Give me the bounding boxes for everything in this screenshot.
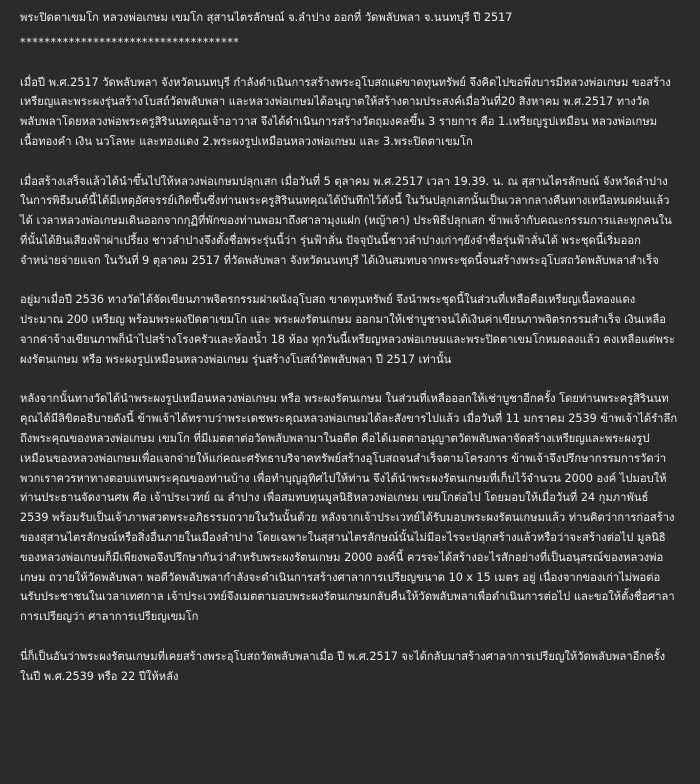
paragraph-4: หลังจากนั้นทางวัดได้นำพระผงรูปเหมือนหลวงพ่อเกษม หรือ พระผงรัตนเกษม ในส่วนที่เหลือออกให้เช่าบูชาอีกครั้ง โดยท่านพระครูสิรินนทคุณได้มีลิขิตอธิบายดังนี้ ข้าพเจ้าได้ทราบว่าพระเดชพระคุณหลวงพ่อเกษมได้ละสังขารไปแล้ว เมื่อวันที่ 11 มกราคม 2539 ข้าพเจ้าได้รำลึกถึงพระคุณของหลวงพ่อเกษม เขมโก ที่มีเมตตาต่อวัดพลับพลามาในอดีต คือได้เมตตาอนุญาตวัดพลับพลาจัดสร้างเหรียญและพระผงรูปเหมือนของหลวงพ่อเกษมเพื่อแจกจ่ายให้แก่คณะศรัทธาบริจาคทรัพย์สร้างอุโบสถจนสำเร็จตามโครงการ ข้าพเจ้าจึงปรึกษากรรมการวัดว่าพวกเราควรหาทางตอบแทนพระคุณของท่านบ้าง เพื่อทำบุญอุทิศไปให้ท่าน จึงได้นำพระผงรัตนเกษมที่เก็บไว้จำนวน 2000 องค์ ไปมอบให้ท่านประธานจัดงานศพ คือ เจ้าประเวทย์ ณ ลำปาง เพื่อสมทบทุนมูลนิธิหลวงพ่อเกษม เขมโกต่อไป โดยมอบให้เมื่อวันที่ 24 กุมภาพันธ์ 2539 พร้อมรับเป็นเจ้าภาพสวดพระอภิธรรมถวายในวันนั้นด้วย หลังจากเจ้าประเวทย์ได้รับมอบพระผงรัตนเกษมแล้ว ท่านคิดว่าการก่อสร้างของสุสานไตรลักษณ์หรือสิ่งอื่นภายในเมืองลำปาง โดยเฉพาะในสุสานไตรลักษณ์นั้นไม่มีอะไรจะปลุกสร้างแล้วหรือว่าจะสร้างต่อไป มูลนิธิของหลวงพ่อเกษมก็มีเพียงพอจึงปรึกษากันว่าสำหรับพระผงรัตนเกษม 2000 องค์นี้ ควรจะได้สร้างอะไรสักอย่างที่เป็นอนุสรณ์ของหลวงพ่อเกษม ถวายให้วัดพลับพลา พอดีวัดพลับพลากำลังจะดำเนินการสร้างศาลาการเปรียญขนาด 10 x 15 เมตร อยู่ เนื่องจากของเก่าไม่พอต่อนรับประชาชนในเวลาเทศกาล เจ้าประเวทย์จึงเมตตามอบพระผงรัตนเกษมกลับคืนให้วัดพลับพลาเพื่อดำเนินการต่อไป และขอให้ตั้งชื่อศาลาการเปรียญว่า ศาลาการเปรียญเขมโก — [20, 392, 678, 624]
paragraph-2: เมื่อสร้างเสร็จแล้วได้นำขึ้นไปให้หลวงพ่อเกษมปลุกเสก เมื่อวันที่ 5 ตุลาคม พ.ศ.2517 เวลา 19.39. น. ณ สุสานไตรลักษณ์ จังหวัดลำปาง ในการพิธีมนต์นี้ได้มีเหตุอัศจรรย์เกิดขึ้นซึ่งท่านพระครูสิรินนทคุณได้บันทึกไว้ดังนี้ ในวันปลุกเสกนั้นเป็นเวลากลางคืนทางเหนือหมดฝนแล้วได้ เวลาหลวงพ่อเกษมเดินออกจากกุฏิที่พักของท่านพอมาถึงศาลามุงแฝก (หญ้าคา) ประพิธีปลุกเสก ข้าพเจ้ากับคณะกรรมการและทุกคนในที่นั้นได้ยินเสียงฟ้าผ่าเปรี้ยง ชาวลำปางจึงตั้งชื่อพระรุ่นนี้ว่า รุ่นฟ้าลั่น ปัจจุบันนี้ชาวลำปางเก่าๆยังจำชื่อรุ่นฟ้าลั่นได้ พระชุดนี้เริ่มออกจำหน่ายจ่ายแจก ในวันที่ 9 ตุลาคม 2517 ที่วัดพลับพลา จังหวัดนนทบุรี ได้เงินสมทบจากพระชุดนี้จนสร้างพระอุโบสถวัดพลับพลาสำเร็จ — [20, 174, 672, 267]
paragraph-3: อยู่มาเมื่อปี 2536 ทางวัดได้จัดเขียนภาพจิตรกรรมฝาผนังอุโบสถ ขาดทุนทรัพย์ จึงนำพระชุดนี้ในส่วนที่เหลือคือเหรียญเนื้อทองแดงประมาณ 200 เหรียญ พร้อมพระผงปิดตาเขมโก และ พระผงรัตนเกษม ออกมาให้เช่าบูชาจนได้เงินค่าเขียนภาพจิตรกรรมสำเร็จ เงินเหลือจากค่าจ้างเขียนภาพก็นำไปสร้างโรงครัวและห้องน้ำ 18 ห้อง ทุกวันนี้เหรียญหลวงพ่อเกษมและพระปิดตาเขมโกหมดลงแล้ว คงเหลือแต่พระผงรัตนเกษม หรือ พระผงรูปเหมือนหลวงพ่อเกษม รุ่นสร้างโบสถ์วัดพลับพลา ปี 2517 เท่านั้น — [20, 293, 675, 366]
paragraph-5: นี่ก็เป็นอันว่าพระผงรัตนเกษมที่เคยสร้างพระอุโบสถวัดพลับพลาเมื่อ ปี พ.ศ.2517 จะได้กลับมาสร้างศาลาการเปรียญให้วัดพลับพลาอีกครั้งในปี พ.ศ.2539 หรือ 22 ปีให้หลัง — [20, 649, 666, 683]
asterisk-divider: ************************************ — [20, 35, 240, 49]
paragraph-1: เมื่อปี พ.ศ.2517 วัดพลับพลา จังหวัดนนทบุรี กำลังดำเนินการสร้างพระอุโบสถแต่ขาดทุนทรัพย์ จึงคิดไปขอพึ่งบารมีหลวงพ่อเกษม ขอสร้างเหรียญและพระผงรุ่นสร้างโบสถ์วัดพลับพลา และหลวงพ่อเกษมได้อนุญาตให้สร้างตามประสงค์เมื่อวันที่20 สิงหาคม พ.ศ.2517 ทางวัดพลับพลาโดยหลวงพ่อพระครูสิรินนทคุณเจ้าอาวาส จึงได้ดำเนินการสร้างวัตถุมงคลขึ้น 3 รายการ คือ 1.เหรียญรูปเหมือน หลวงพ่อเกษม เนื้อทองคำ เงิน นวโลหะ และทองแดง 2.พระผงรูปเหมือนหลวงพ่อเกษม และ 3.พระปิดตาเขมโก — [20, 75, 671, 148]
document-title: พระปิดตาเขมโก หลวงพ่อเกษม เขมโก สุสานไตรลักษณ์ จ.ลำปาง ออกที่ วัดพลับพลา จ.นนทบุรี ปี 2517 — [20, 11, 513, 24]
